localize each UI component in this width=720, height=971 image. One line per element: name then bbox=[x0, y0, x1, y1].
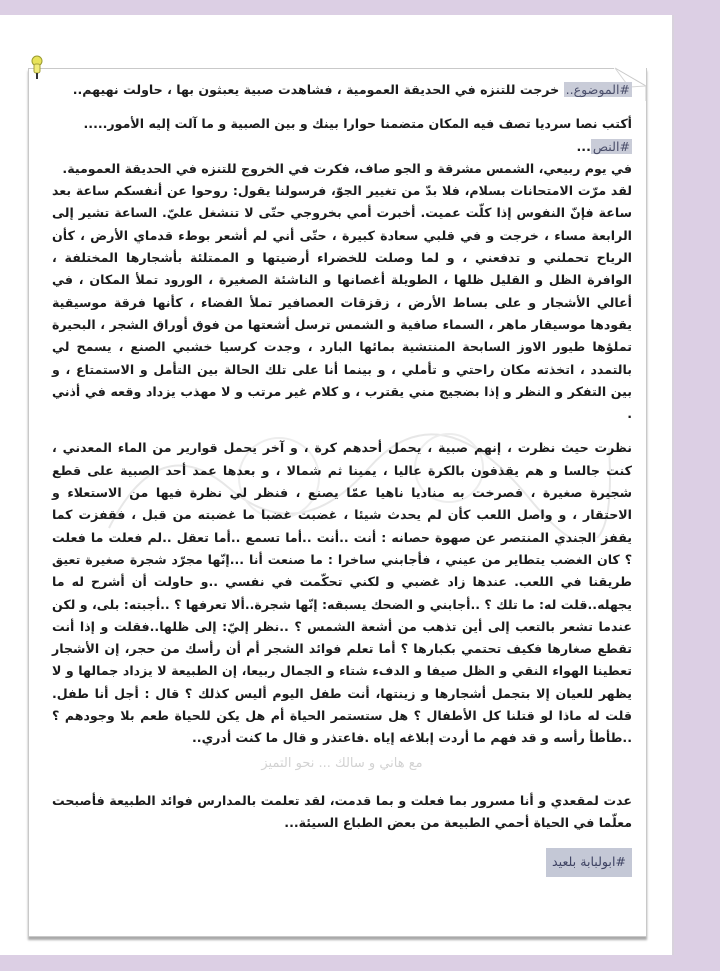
text-heading-suffix: ... bbox=[576, 138, 591, 154]
instruction-text: أكتب نصا سرديا تصف فيه المكان متضمنا حوارا بينك و بين الصبية و ما آلت إليه الأمور..... bbox=[83, 116, 632, 132]
note-top-border bbox=[29, 68, 614, 69]
document-page bbox=[0, 15, 674, 955]
essay-content bbox=[52, 79, 632, 877]
author-hashtag[interactable]: #ابولبابة بلعيد bbox=[546, 848, 632, 876]
paragraph-dialogue: نظرت حيث نظرت ، إنهم صبية ، يحمل أحدهم كرة ، و آخر يحمل قوارير من الماء المعدني ، كنت جالسا و هم يقذفون بالكرة عاليا ، يمينا ثم شمالا ، و بعدها عمد أحد الصبية على قطع شجيرة صغيرة ، فصرخت به مناديا ناهيا عمّا يصنع ، فنظر لي نظرة فيها من الاستعلاء و الاحتقار ، و واصل اللعب كأن لم يحدث شيئا ، غضبت غضبا ما غضبته من قبل ، فقفزت كما يقفز الجندي المنتصر عن صهوة حصانه : أنت ..أنت ..أما تسمع ..أما تعقل ..لم فعلت ما فعلت ؟ كان الغضب يتطاير من عيني ، فأجابني ساخرا : ما صنعت أنا ...إنّها مجرّد شجرة صغيرة تعيق طريقنا في اللعب. عندها زاد غضبي و لكني تحكّمت في نفسي ..و حاولت أن أشرح له ما يجهله..قلت له: ما تلك ؟ ..أجابني و الضحك يسبقه: إنّها شجرة..ألا تعرفها ؟ ..أجبته: بلى، و لكن عندما تشعر بالتعب إلى أين تذهب من أشعة الشمس ؟ ..نظر إليّ: إلى ظلها..فقلت و إذا أنت تقطع صغارها فكيف تحتمي بكبارها ؟ أما تعلم فوائد الشجر أم أن رأسك من حجر، إن الأشجار تعطينا الهواء النقي و الظل صيفا و الدفء شتاء و الجمال ربيعا، إن الطبيعة لا يزداد جمالها و لا يظهر للعيان إلا بتجمل أشجارها و زينتها، أنت طفل اليوم أليس كذلك ؟ قال : أجل أنا طفل. قلت له ماذا لو قتلنا كل الأطفال ؟ هل ستستمر الحياة أم هل يكن للحياة طعم بلا وجودهم ؟ ..طأطأ رأسه و قد فهم ما أردت إبلاغه إياه .فاعتذر و قال ما كنت أدري.. bbox=[52, 440, 632, 746]
paragraph-description: لقد مرّت الامتحانات بسلام، فلا بدّ من تغيير الجوّ، فرسولنا يقول: روحوا عن أنفسكم ساعة بعد ساعة فإنّ النفوس إذا كلّت عميت. أخبرت أمي بخروجي حتّى لا تنشغل عليّ. الساعة تشير إلى الرابعة مساء ، خرجت و في قلبي سعادة كبيرة ، حتّى أني لم أشعر بوطء قدماي الأرض ، كأن الرياح تحملني و تدفعني ، و لما وصلت للخضراء أرضيتها و الممتلئة بأشجارها المختلفة ، الوافرة الظل و القليل ظلها ، الطويلة أغصانها و الناشئة الصغيرة ، الورود تملأ المكان ، في أعالي الأشجار و على بساط الأرض ، زقزقات العصافير تملأ الفضاء ، كأنها فرقة موسيقية يقودها موسيقار ماهر ، السماء صافية و الشمس ترسل أشعتها من فوق أوراق الشجر ، البحيرة تملؤها طيور الاوز السابحة المنتشية بمائها البارد ، وجدت كرسيا خشبي الصنع ، يسمح لي بالتمدد ، اتخذته مكان راحتي و تأملي ، و بينما أنا على تلك الحالة بين التأمل و الاستمتاع ، و بين التفكر و النظر و إذا بضجيج مني يقترب ، و كلام غير مرتب و لا مهذب يزداد وقعه في أذني . bbox=[52, 183, 632, 422]
watermark-text: مع هاني و سالك ... نحو التميز bbox=[261, 755, 423, 771]
paragraph-intro: في يوم ربيعي، الشمس مشرقة و الجو صاف، فكرت في الخروج للتنزه في الحديقة العمومية. bbox=[62, 160, 632, 176]
topic-text: خرجت للتنزه في الحديقة العمومية ، فشاهدت صبية يعبثون بها ، حاولت نهيهم.. bbox=[72, 82, 560, 97]
pushpin-icon bbox=[30, 55, 44, 81]
text-hashtag[interactable]: #النص bbox=[592, 138, 630, 154]
topic-line bbox=[52, 79, 632, 101]
paragraph-conclusion: عدت لمقعدي و أنا مسرور بما فعلت و بما قدمت، لقد تعلمت بالمدارس فوائد الطبيعة فأصبحت معلّما في الحياة أحمي الطبيعة من بعض الطباع السيئة... bbox=[52, 792, 632, 830]
topic-hashtag[interactable]: #الموضوع.. bbox=[565, 82, 630, 97]
text-heading bbox=[52, 136, 632, 158]
